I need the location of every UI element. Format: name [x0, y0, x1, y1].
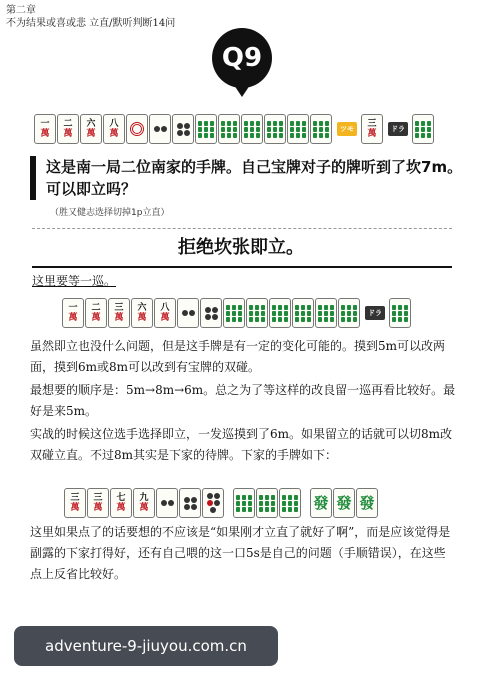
watermark: adventure-9-jiuyou.com.cn	[14, 626, 278, 666]
man-tile: 八 萬	[103, 114, 125, 144]
sou-tile	[223, 298, 245, 328]
man-tile: 三 萬	[108, 298, 130, 328]
pin-tile	[179, 488, 201, 518]
pin-tile	[172, 114, 194, 144]
pin-tile	[202, 488, 224, 518]
paragraph-4: 这里如果点了的话要想的不应该是“如果刚才立直了就好了啊”，而是应该觉得是副露的下家打得好，还有自己喂的这一口5s是自己的问题（手顺错误），在这些点上反省比较好。	[30, 525, 451, 581]
sou-tile	[279, 488, 301, 518]
sou-tile	[195, 114, 217, 144]
man-tile: 二 萬	[57, 114, 79, 144]
sou-tile	[241, 114, 263, 144]
sou-tile	[233, 488, 255, 518]
sou-tile	[269, 298, 291, 328]
chapter-subtitle: 不为结果或喜或悲 立直/默听判断14问	[6, 18, 176, 29]
paragraph-2: 最想要的顺序是：5m→8m→6m。总之为了等这样的改良留一巡再看比较好。最好是来5m。	[30, 383, 456, 418]
man-tile: 三 萬	[361, 114, 383, 144]
sou-tile	[264, 114, 286, 144]
man-tile: 三 萬	[87, 488, 109, 518]
dora-label: ドラ	[365, 306, 385, 320]
man-tile: 八 萬	[154, 298, 176, 328]
sou-tile	[412, 114, 434, 144]
opponent-hand	[64, 488, 379, 518]
sou-tile	[338, 298, 360, 328]
sou-tile	[389, 298, 411, 328]
sou-tile	[246, 298, 268, 328]
pin-tile	[149, 114, 171, 144]
sou-tile	[310, 114, 332, 144]
dora-label: ドラ	[388, 122, 408, 136]
question-hand	[34, 114, 435, 144]
hatsu-tile: 發	[333, 488, 355, 518]
man-tile: 一 萬	[34, 114, 56, 144]
sou-tile	[256, 488, 278, 518]
man-tile: 一 萬	[62, 298, 84, 328]
question-note: （胜又健志选择切掉1p立直）	[50, 208, 170, 218]
man-tile: 七 萬	[110, 488, 132, 518]
answer-divider-top	[32, 228, 452, 229]
man-tile: 六 萬	[80, 114, 102, 144]
answer-subtitle: 这里要等一巡。	[32, 274, 117, 288]
question-badge: Q9	[212, 28, 272, 88]
paragraph-3: 实战的时候这位选手选择即立，一发巡摸到了6m。如果留立的话就可以切8m改双碰立直。不过8m其实是下家的待牌。下家的手牌如下：	[30, 427, 453, 462]
pin-tile	[200, 298, 222, 328]
hatsu-tile: 發	[310, 488, 332, 518]
hatsu-tile: 發	[356, 488, 378, 518]
pin-tile	[156, 488, 178, 518]
improved-hand	[62, 298, 412, 328]
question-text: 这是南一局二位南家的手牌。自己宝牌对子的牌听到了坎7m。可以即立吗？	[30, 156, 476, 200]
paragraph-1: 虽然即立也没什么问题，但是这手牌是有一定的变化可能的。摸到5m可以改两面，摸到6m或8m可以改到有宝牌的双碰。	[30, 339, 446, 374]
man-tile: 二 萬	[85, 298, 107, 328]
tsumo-label: ツモ	[337, 122, 357, 136]
man-tile: 三 萬	[64, 488, 86, 518]
pin-tile	[126, 114, 148, 144]
sou-tile	[315, 298, 337, 328]
man-tile: 六 萬	[131, 298, 153, 328]
pin-tile	[177, 298, 199, 328]
chapter-header	[6, 4, 175, 30]
answer-title: 拒绝坎张即立。	[178, 237, 304, 258]
sou-tile	[292, 298, 314, 328]
sou-tile	[218, 114, 240, 144]
badge-pointer	[234, 85, 250, 97]
answer-divider-bottom	[32, 266, 452, 268]
chapter-label: 第二章	[6, 5, 36, 16]
man-tile: 九 萬	[133, 488, 155, 518]
sou-tile	[287, 114, 309, 144]
